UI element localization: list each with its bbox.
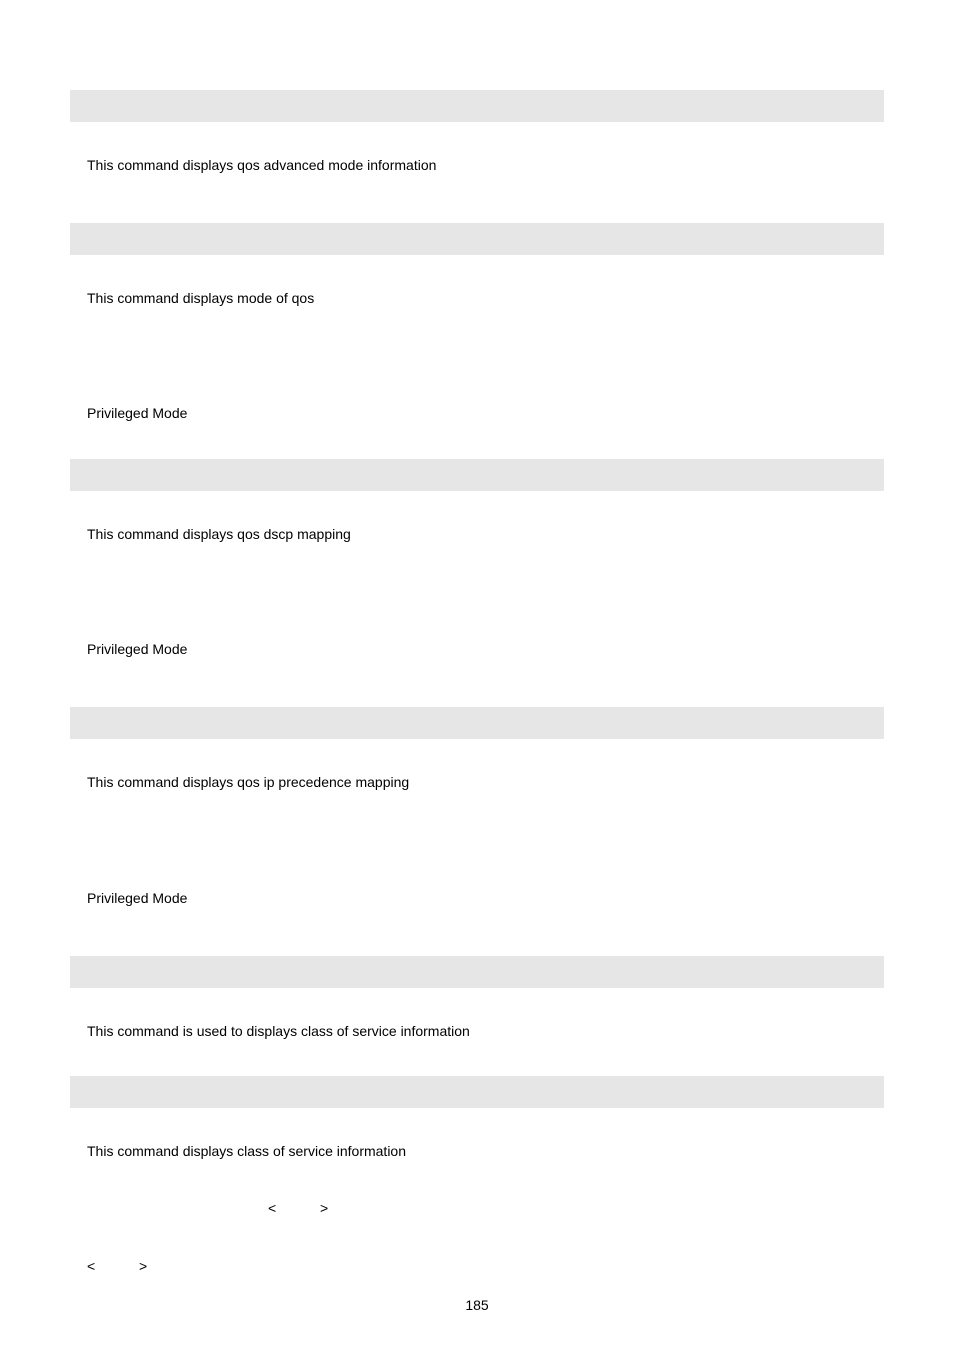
parameter-open-bracket: <: [87, 1258, 96, 1274]
command-mode: Privileged Mode: [87, 641, 188, 657]
command-header-bar: [70, 223, 884, 255]
page-number: 185: [465, 1297, 489, 1313]
command-description: This command displays qos dscp mapping: [87, 526, 351, 542]
command-mode: Privileged Mode: [87, 890, 188, 906]
command-description: This command displays class of service information: [87, 1143, 407, 1159]
command-description: This command is used to displays class of service information: [87, 1023, 470, 1039]
command-description: This command displays qos ip precedence mapping: [87, 774, 410, 790]
command-header-bar: [70, 707, 884, 739]
command-header-bar: [70, 90, 884, 122]
command-header-bar: [70, 459, 884, 491]
command-mode: Privileged Mode: [87, 405, 188, 421]
command-description: This command displays mode of qos: [87, 290, 315, 306]
syntax-open-bracket: <: [268, 1200, 277, 1216]
parameter-close-bracket: >: [139, 1258, 148, 1274]
command-header-bar: [70, 1076, 884, 1108]
command-description: This command displays qos advanced mode information: [87, 157, 437, 173]
command-header-bar: [70, 956, 884, 988]
syntax-close-bracket: >: [320, 1200, 329, 1216]
